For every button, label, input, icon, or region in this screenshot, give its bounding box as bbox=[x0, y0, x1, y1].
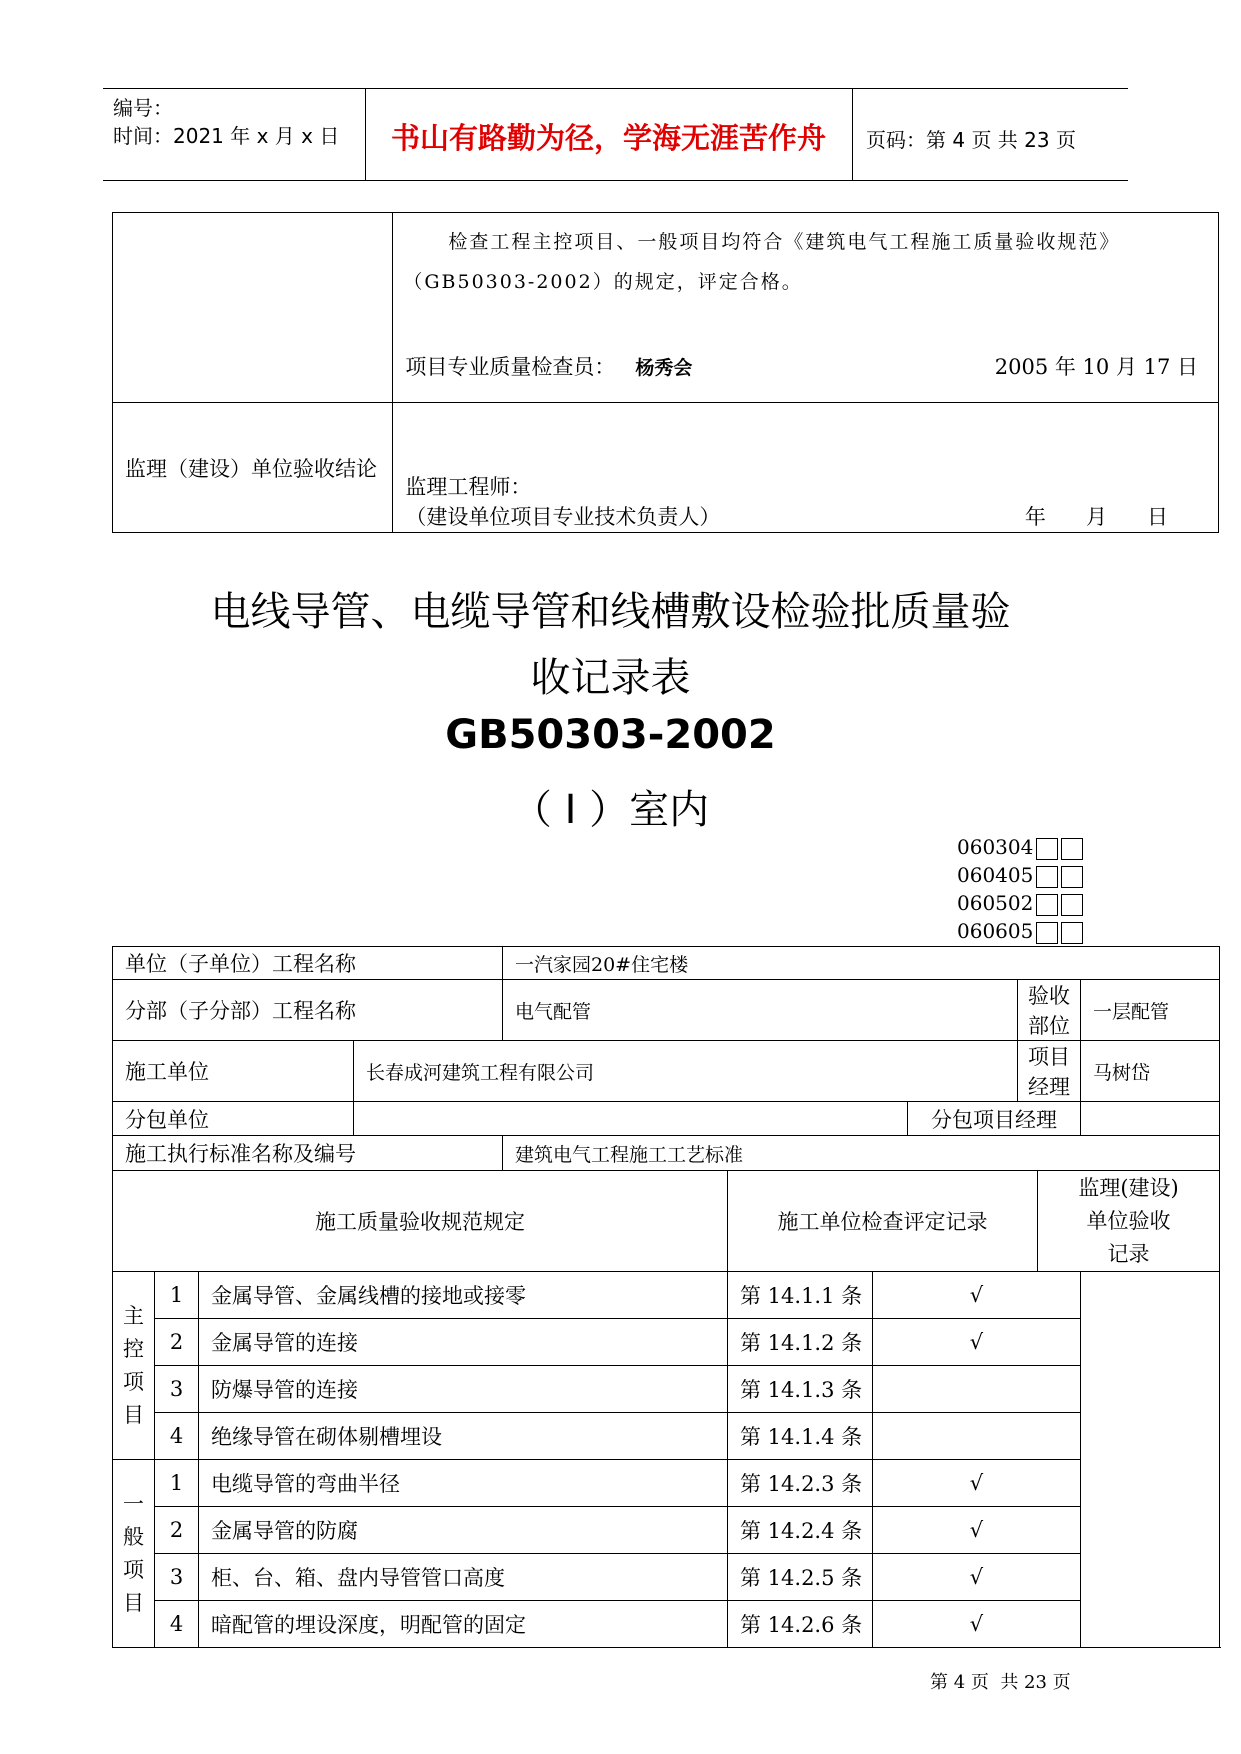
item-text: 柜、台、箱、盘内导管管口高度 bbox=[211, 1566, 505, 1590]
inspector-label: 项目专业质量检查员： bbox=[405, 355, 616, 379]
standard-value: 建筑电气工程施工工艺标准 bbox=[515, 1143, 744, 1166]
code-box bbox=[1061, 922, 1083, 944]
division-value-cell bbox=[503, 980, 1018, 1041]
division-value: 电气配管 bbox=[515, 1000, 592, 1023]
standard-label: 施工执行标准名称及编号 bbox=[125, 1142, 356, 1166]
sub-pm-value-cell bbox=[1081, 1102, 1220, 1136]
item-number-cell bbox=[155, 1507, 199, 1554]
general-items-group-label-cell bbox=[113, 1460, 155, 1648]
sub-pm-label-cell bbox=[908, 1102, 1081, 1136]
item-check-cell bbox=[873, 1366, 1081, 1413]
item-check-cell bbox=[873, 1460, 1081, 1507]
code-row bbox=[957, 889, 1083, 917]
supervision-header-line1: 监理(建设) bbox=[1078, 1175, 1179, 1200]
unit-name-label-cell bbox=[113, 947, 503, 980]
code-box bbox=[1061, 838, 1083, 860]
item-text: 暗配管的埋设深度，明配管的固定 bbox=[211, 1613, 526, 1637]
header-top-rule bbox=[103, 88, 1128, 89]
item-number-cell bbox=[155, 1601, 199, 1648]
item-text: 防爆导管的连接 bbox=[211, 1378, 358, 1402]
item-number-cell bbox=[155, 1319, 199, 1366]
code-list bbox=[957, 833, 1083, 945]
group-char: 主 bbox=[123, 1303, 144, 1328]
item-clause: 第 14.2.6 条 bbox=[740, 1613, 863, 1637]
item-clause-cell bbox=[728, 1366, 873, 1413]
supervision-header-line3: 记录 bbox=[1107, 1241, 1150, 1266]
standard-label-cell bbox=[113, 1136, 503, 1171]
item-text-cell bbox=[199, 1272, 728, 1319]
code-number: 060304 bbox=[957, 835, 1034, 859]
subcontractor-label: 分包单位 bbox=[125, 1107, 209, 1132]
item-text-cell bbox=[199, 1413, 728, 1460]
code-number: 060405 bbox=[957, 863, 1034, 887]
item-number-cell bbox=[155, 1366, 199, 1413]
unit-name-label: 单位（子单位）工程名称 bbox=[125, 952, 356, 976]
contractor-conclusion-cell bbox=[393, 213, 1219, 403]
contractor-conclusion-label-cell bbox=[113, 213, 393, 403]
code-number: 060502 bbox=[957, 891, 1034, 915]
check-mark: √ bbox=[969, 1565, 984, 1589]
item-text-cell bbox=[199, 1460, 728, 1507]
code-box bbox=[1036, 866, 1058, 888]
code-number: 060605 bbox=[957, 919, 1034, 943]
item-check-cell bbox=[873, 1272, 1081, 1319]
item-check-cell bbox=[873, 1601, 1081, 1648]
item-clause-cell bbox=[728, 1319, 873, 1366]
code-row bbox=[957, 833, 1083, 861]
unit-name-value-cell bbox=[503, 947, 1220, 980]
supervision-header-cell bbox=[1038, 1171, 1220, 1272]
header-divider-right bbox=[852, 88, 853, 180]
doc-time-label: 时间：2021 年 x 月 x 日 bbox=[113, 124, 340, 148]
acceptance-part-value-cell bbox=[1081, 980, 1220, 1041]
item-number: 3 bbox=[169, 1377, 184, 1401]
item-number: 1 bbox=[169, 1471, 184, 1495]
item-clause-cell bbox=[728, 1413, 873, 1460]
group-char: 目 bbox=[123, 1590, 144, 1615]
acceptance-part-label-cell bbox=[1018, 980, 1081, 1041]
supervision-label-cell bbox=[113, 403, 393, 533]
group-char: 项 bbox=[123, 1369, 144, 1394]
item-text-cell bbox=[199, 1319, 728, 1366]
item-clause-cell bbox=[728, 1554, 873, 1601]
header-bottom-rule bbox=[103, 180, 1128, 181]
item-text-cell bbox=[199, 1601, 728, 1648]
code-box bbox=[1061, 866, 1083, 888]
subcontractor-label-cell bbox=[113, 1102, 354, 1136]
code-box bbox=[1036, 922, 1058, 944]
acceptance-part-value: 一层配管 bbox=[1093, 1000, 1170, 1023]
item-text-cell bbox=[199, 1366, 728, 1413]
code-row bbox=[957, 861, 1083, 889]
conclusion-text-line2: （GB50303-2002）的规定，评定合格。 bbox=[403, 271, 803, 293]
conclusion-text-line1: 检查工程主控项目、一般项目均符合《建筑电气工程施工质量验收规范》 bbox=[448, 231, 1121, 253]
group-char: 一 bbox=[123, 1491, 144, 1516]
conclusion-table bbox=[112, 212, 1219, 533]
supervision-header-line2: 单位验收 bbox=[1086, 1208, 1171, 1233]
unit-name-value: 一汽家园20#住宅楼 bbox=[515, 953, 689, 976]
code-box bbox=[1036, 894, 1058, 916]
contractor-value-cell bbox=[354, 1041, 1018, 1102]
form-title-line2: 收记录表 bbox=[530, 655, 691, 701]
engineer-label: 监理工程师： bbox=[405, 475, 532, 499]
item-text: 电缆导管的弯曲半径 bbox=[211, 1472, 400, 1496]
pm-label: 项目经理 bbox=[1028, 1045, 1070, 1099]
group-char: 项 bbox=[123, 1557, 144, 1582]
item-clause: 第 14.1.1 条 bbox=[740, 1284, 863, 1308]
inspection-date: 2005 年 10 月 17 日 bbox=[994, 355, 1198, 379]
subcontractor-value-cell bbox=[354, 1102, 908, 1136]
item-clause-cell bbox=[728, 1460, 873, 1507]
item-clause-cell bbox=[728, 1601, 873, 1648]
item-number: 2 bbox=[169, 1330, 184, 1354]
spec-header-cell bbox=[113, 1171, 728, 1272]
item-text-cell bbox=[199, 1554, 728, 1601]
code-box bbox=[1061, 894, 1083, 916]
form-title-standard: GB50303-2002 bbox=[445, 712, 776, 758]
item-check-cell bbox=[873, 1319, 1081, 1366]
item-clause: 第 14.2.3 条 bbox=[740, 1472, 863, 1496]
group-char: 目 bbox=[123, 1402, 144, 1427]
code-row bbox=[957, 917, 1083, 945]
division-label-cell bbox=[113, 980, 503, 1041]
form-title-indoor: （ I ）室内 bbox=[511, 787, 710, 833]
page-footer: 第 4 页 共 23 页 bbox=[930, 1672, 1071, 1693]
item-number-cell bbox=[155, 1272, 199, 1319]
item-number: 2 bbox=[169, 1518, 184, 1542]
contractor-label: 施工单位 bbox=[125, 1060, 209, 1084]
supervision-date-blank: 年 月 日 bbox=[1024, 505, 1168, 529]
contractor-value: 长春成河建筑工程有限公司 bbox=[366, 1061, 595, 1084]
item-clause: 第 14.2.5 条 bbox=[740, 1566, 863, 1590]
check-mark: √ bbox=[969, 1330, 984, 1354]
main-items-group-label-cell bbox=[113, 1272, 155, 1460]
item-check-cell bbox=[873, 1507, 1081, 1554]
item-clause-cell bbox=[728, 1272, 873, 1319]
item-clause: 第 14.1.4 条 bbox=[740, 1425, 863, 1449]
item-check-cell bbox=[873, 1554, 1081, 1601]
item-clause: 第 14.1.3 条 bbox=[740, 1378, 863, 1402]
item-number: 3 bbox=[169, 1565, 184, 1589]
spec-header: 施工质量验收规范规定 bbox=[315, 1210, 525, 1234]
check-mark: √ bbox=[969, 1471, 984, 1495]
division-label: 分部（子分部）工程名称 bbox=[125, 999, 356, 1023]
doc-number-label: 编号： bbox=[113, 96, 173, 120]
item-clause-cell bbox=[728, 1507, 873, 1554]
check-header: 施工单位检查评定记录 bbox=[777, 1210, 988, 1234]
code-box bbox=[1036, 838, 1058, 860]
check-mark: √ bbox=[969, 1612, 984, 1636]
item-number-cell bbox=[155, 1413, 199, 1460]
sub-pm-label: 分包项目经理 bbox=[931, 1107, 1057, 1132]
header-motto: 书山有路勤为径，学海无涯苦作舟 bbox=[390, 121, 826, 155]
item-number: 4 bbox=[169, 1612, 184, 1636]
item-text: 绝缘导管在砌体剔槽埋设 bbox=[211, 1425, 442, 1449]
acceptance-part-label: 验收部位 bbox=[1028, 984, 1070, 1038]
item-text: 金属导管的防腐 bbox=[211, 1519, 358, 1543]
owner-label: （建设单位项目专业技术负责人） bbox=[405, 505, 721, 529]
pm-label-cell bbox=[1018, 1041, 1081, 1102]
item-clause: 第 14.1.2 条 bbox=[740, 1331, 863, 1355]
check-mark: √ bbox=[969, 1518, 984, 1542]
header-page-label: 页码：第 4 页 共 23 页 bbox=[866, 128, 1076, 152]
standard-value-cell bbox=[503, 1136, 1220, 1171]
item-number-cell bbox=[155, 1460, 199, 1507]
supervision-label: 监理（建设）单位验收结论 bbox=[125, 456, 377, 481]
pm-value: 马树岱 bbox=[1093, 1061, 1151, 1084]
item-number: 1 bbox=[169, 1283, 184, 1307]
item-text: 金属导管、金属线槽的接地或接零 bbox=[211, 1284, 526, 1308]
form-title-line1: 电线导管、电缆导管和线槽敷设检验批质量验 bbox=[210, 589, 1011, 635]
item-number-cell bbox=[155, 1554, 199, 1601]
group-char: 般 bbox=[123, 1524, 144, 1549]
item-text-cell bbox=[199, 1507, 728, 1554]
inspector-signature: 杨秀会 bbox=[635, 357, 693, 379]
item-clause: 第 14.2.4 条 bbox=[740, 1519, 863, 1543]
pm-value-cell bbox=[1081, 1041, 1220, 1102]
check-header-cell bbox=[728, 1171, 1038, 1272]
item-text: 金属导管的连接 bbox=[211, 1331, 358, 1355]
info-table bbox=[112, 946, 1220, 1648]
group-char: 控 bbox=[123, 1336, 144, 1361]
contractor-label-cell bbox=[113, 1041, 354, 1102]
item-check-cell bbox=[873, 1413, 1081, 1460]
item-number: 4 bbox=[169, 1424, 184, 1448]
supervision-conclusion-cell bbox=[393, 403, 1219, 533]
supervision-record-cell bbox=[1081, 1272, 1220, 1648]
check-mark: √ bbox=[969, 1283, 984, 1307]
